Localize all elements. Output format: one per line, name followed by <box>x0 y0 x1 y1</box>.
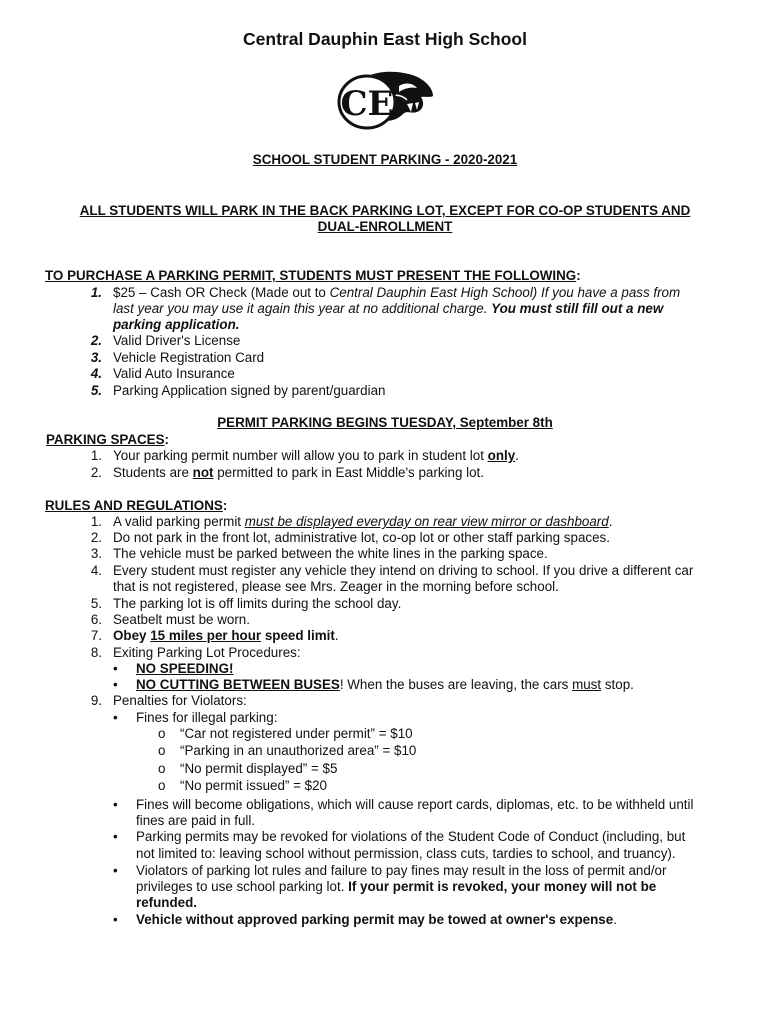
document-page: Central Dauphin East High School CE SCHOOL STUDENT PARKING - 2020-2021 ALL STUDENTS WILL PARK IN THE BACK PARKING LOT, EXCEPT FOR CO-OP STUDENTS AND DUAL-ENROLLMENT TO PURCHASE A PARKING PERMIT, STUDENTS MUST PRESENT THE FOLLOWING: 1. $25 – Cash OR Check (Made out to Central Dauphin East High School) If you have a pass from last year you may use it again this year at no additional charge. You must still fill out a new parking application. 2. Valid Driver's License 3. Vehicle Registration Card 4. Valid Auto Insurance 5. Parking Application signed by parent/guardian PERMIT PARKING BEGINS TUESDAY, September 8th PARKING SPACES: 1. Your parking permit number will allow you to park in student lot only. 2. Students are not permitted to park in East Middle's parking lot. RULES AND REGULATIONS: 1. A valid parking permit must be displayed everyday on rear view mirror or dashboard. 2. Do not park in the front lot, administrative lot, co-op lot or other staff parking spaces. 3. The vehicle must be parked between the white lines in the parking space. 4. Every student must register any vehicle they intend on driving to school. If you drive a different car that is not registered, please see Mrs. Zeager in the morning before school. 5. The parking lot is off limits during the school day. 6. Seatbelt must be worn. 7. Obey 15 miles per hour speed limit. 8. Exiting Parking Lot Procedures: • NO SPEEDING! • NO CUTTING BETWEEN BUSES! When the buses are leaving, the cars must stop. 9. Penalties for Violators: • Fines for illegal parking: o “Car not registered under permit” = $10 o “Parking in an unauthorized area” = $10 o “No permit displayed” = $5 o “No permit issued” = $20 • Fines will become obligations, which will cause report cards, diplomas, etc. to be withheld until fines are paid in full. • Parking permits may be revoked for violations of the Student Code of Conduct (including, but not limited to: leaving school without permission, class cuts, tardies to school, and truancy). • Violators of parking lot rules and failure to pay fines may result in the loss of permit and/or privileges to use school parking lot. If your permit is revoked, your money will not be refunded. • Vehicle without approved parking permit may be towed at owner's expense. <box>0 0 770 1024</box>
rule-8-bullet-2: • NO CUTTING BETWEEN BUSES! When the buses are leaving, the cars must stop. <box>113 677 634 692</box>
penalty-bullet-violators: • Violators of parking lot rules and failure to pay fines may result in the loss of permit and/or <box>113 863 667 878</box>
logo-letters: CE <box>340 84 394 124</box>
penalty-revoked-line-2: not limited to: leaving school without permission, class cuts, tardies to school, and truancy). <box>136 846 676 861</box>
bullet-icon: • <box>113 661 118 676</box>
sub-bullet-icon: o <box>158 778 166 793</box>
penalty-violators-line-2: privileges to use school parking lot. If your permit is revoked, your money will not be <box>136 879 657 894</box>
bullet-icon: • <box>113 677 118 692</box>
sub-bullet-icon: o <box>158 743 166 758</box>
rule-4-line-2: that is not registered, please see Mrs. Zeager in the morning before school. <box>113 579 559 594</box>
school-name: Central Dauphin East High School <box>243 29 527 49</box>
rules-heading: RULES AND REGULATIONS: <box>45 498 228 513</box>
bullet-icon: • <box>113 797 118 812</box>
penalty-bullet-obligations: • Fines will become obligations, which will cause report cards, diplomas, etc. to be withheld until <box>113 797 694 812</box>
penalty-bullet-fines: • Fines for illegal parking: <box>113 710 278 725</box>
penalty-bullet-revoked: • Parking permits may be revoked for violations of the Student Code of Conduct (including, but <box>113 829 686 844</box>
penalty-bullet-towed: • Vehicle without approved parking permit may be towed at owner's expense. <box>113 912 617 927</box>
notice-line-1: ALL STUDENTS WILL PARK IN THE BACK PARKING LOT, EXCEPT FOR CO-OP STUDENTS AND <box>79 203 691 218</box>
fine-item: o “Car not registered under permit” = $10 <box>158 726 413 741</box>
bullet-icon: • <box>113 710 118 725</box>
rule-8-bullet-1: • NO SPEEDING! <box>113 661 234 676</box>
fine-item: o “Parking in an unauthorized area” = $10 <box>158 743 417 758</box>
permit-begins-heading: PERMIT PARKING BEGINS TUESDAY, September 8th <box>217 415 553 430</box>
purchase-item-1-line-2: last year you may use it again this year at no additional charge. You must still fill out a new <box>113 301 664 316</box>
penalty-obligations-line-2: fines are paid in full. <box>136 813 256 828</box>
bullet-icon: • <box>113 912 118 927</box>
fine-item: o “No permit displayed” = $5 <box>158 761 338 776</box>
notice-line-2: DUAL-ENROLLMENT <box>317 219 453 234</box>
parking-spaces-heading: PARKING SPACES: <box>46 432 170 447</box>
panther-ce-logo-icon <box>337 70 435 130</box>
document-title: SCHOOL STUDENT PARKING - 2020-2021 <box>252 152 518 167</box>
fine-item: o “No permit issued” = $20 <box>158 778 327 793</box>
purchase-heading: TO PURCHASE A PARKING PERMIT, STUDENTS MUST PRESENT THE FOLLOWING: <box>45 268 581 283</box>
bullet-icon: • <box>113 829 118 844</box>
penalty-violators-line-3: refunded. <box>136 895 198 910</box>
purchase-item-1-line-3: parking application. <box>113 317 240 332</box>
sub-bullet-icon: o <box>158 726 166 741</box>
sub-bullet-icon: o <box>158 761 166 776</box>
bullet-icon: • <box>113 863 118 878</box>
